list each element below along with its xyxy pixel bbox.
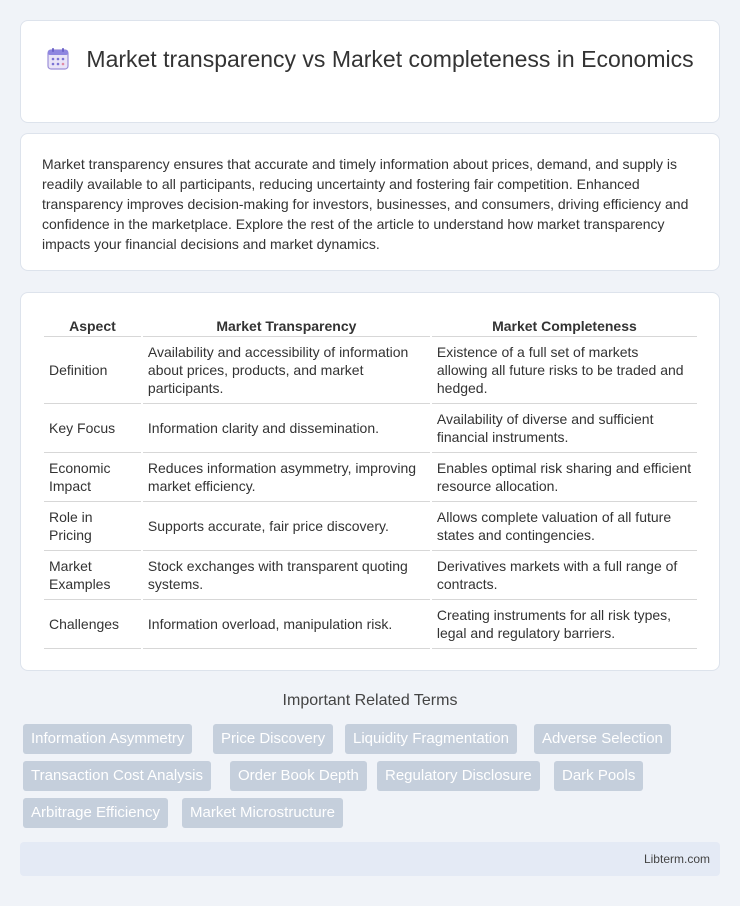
table-row bbox=[44, 404, 697, 453]
table-cell: Reduces information asymmetry, improving market efficiency. bbox=[143, 453, 430, 502]
page-title bbox=[21, 45, 719, 78]
related-term-tag[interactable]: Market Microstructure bbox=[182, 798, 343, 828]
table-cell: Economic Impact bbox=[44, 453, 141, 502]
title-text: Market transparency vs Market completeness in Economics bbox=[86, 46, 694, 72]
table-cell: Definition bbox=[44, 337, 141, 404]
related-term-tag[interactable]: Price Discovery bbox=[213, 724, 333, 754]
related-term-tag[interactable]: Information Asymmetry bbox=[23, 724, 192, 754]
related-term-tag[interactable]: Dark Pools bbox=[554, 761, 643, 791]
related-term-tag[interactable]: Regulatory Disclosure bbox=[377, 761, 540, 791]
related-term-tag[interactable]: Order Book Depth bbox=[230, 761, 367, 791]
table-cell: Creating instruments for all risk types, legal and regulatory barriers. bbox=[432, 600, 697, 649]
related-term-tag[interactable]: Liquidity Fragmentation bbox=[345, 724, 517, 754]
related-term-tag[interactable]: Arbitrage Efficiency bbox=[23, 798, 168, 828]
table-cell: Information overload, manipulation risk. bbox=[143, 600, 430, 649]
table-row bbox=[44, 502, 697, 551]
footer bbox=[20, 842, 720, 876]
table-row bbox=[44, 600, 697, 649]
title-card bbox=[20, 20, 720, 123]
table-header-row bbox=[44, 315, 697, 337]
footer-site-link[interactable]: Libterm.com bbox=[643, 852, 710, 866]
table-cell: Derivatives markets with a full range of contracts. bbox=[432, 551, 697, 600]
table-cell: Information clarity and dissemination. bbox=[143, 404, 430, 453]
intro-card bbox=[20, 133, 720, 271]
table-cell: Availability and accessibility of information about prices, products, and market participants. bbox=[143, 337, 430, 404]
related-term-tag[interactable]: Adverse Selection bbox=[534, 724, 671, 754]
column-header: Market Transparency bbox=[143, 315, 430, 337]
table-cell: Allows complete valuation of all future states and contingencies. bbox=[432, 502, 697, 551]
table-cell: Supports accurate, fair price discovery. bbox=[143, 502, 430, 551]
table-cell: Existence of a full set of markets allowing all future risks to be traded and hedged. bbox=[432, 337, 697, 404]
table-cell: Role in Pricing bbox=[44, 502, 141, 551]
table-cell: Stock exchanges with transparent quoting systems. bbox=[143, 551, 430, 600]
table-row bbox=[44, 551, 697, 600]
related-term-tag[interactable]: Transaction Cost Analysis bbox=[23, 761, 211, 791]
related-terms-heading: Important Related Terms bbox=[282, 692, 458, 709]
calendar-icon bbox=[46, 47, 70, 78]
table-cell: Availability of diverse and sufficient financial instruments. bbox=[432, 404, 697, 453]
column-header: Market Completeness bbox=[432, 315, 697, 337]
intro-paragraph: Market transparency ensures that accurate and timely information about prices, demand, and supply is readily available to all participants, reducing uncertainty and fostering fair competition. Enhanced transparency improves decision-making for investors, businesses, and consumers, driving efficiency and confidence in the marketplace. Explore the rest of the article to understand how market transparency impacts your financial decisions and market dynamics. bbox=[42, 156, 689, 252]
table-cell: Market Examples bbox=[44, 551, 141, 600]
comparison-table bbox=[42, 315, 699, 649]
comparison-table-card bbox=[20, 292, 720, 671]
table-cell: Key Focus bbox=[44, 404, 141, 453]
table-cell: Enables optimal risk sharing and efficient resource allocation. bbox=[432, 453, 697, 502]
table-row bbox=[44, 337, 697, 404]
table-cell: Challenges bbox=[44, 600, 141, 649]
table-row bbox=[44, 453, 697, 502]
column-header: Aspect bbox=[44, 315, 141, 337]
